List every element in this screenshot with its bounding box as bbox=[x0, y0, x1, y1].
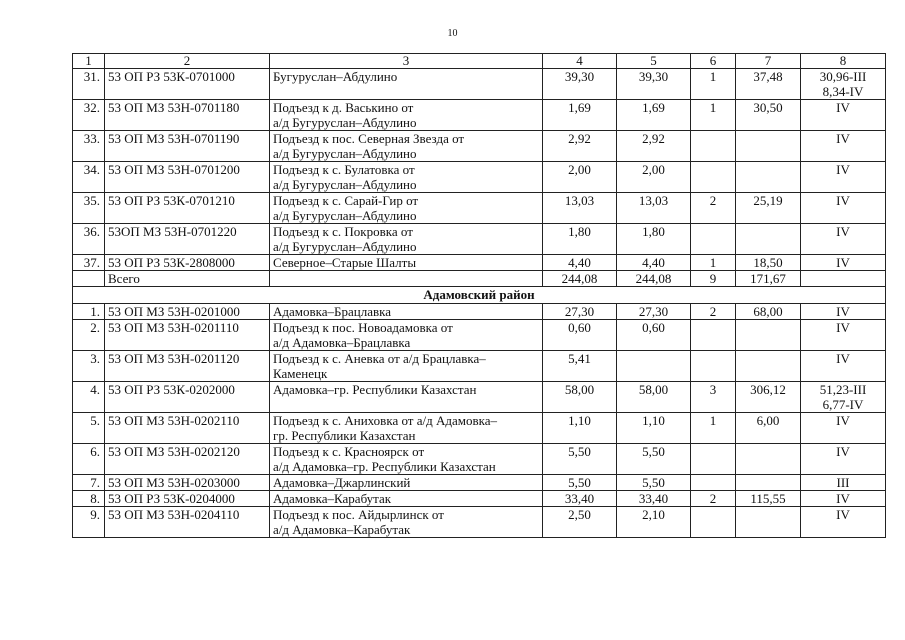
table-row bbox=[73, 100, 886, 131]
road-category bbox=[801, 475, 886, 491]
road-category bbox=[801, 351, 886, 382]
value-col6: 1 bbox=[691, 413, 736, 444]
value-col4: 5,50 bbox=[543, 475, 617, 491]
value-col5 bbox=[617, 351, 691, 382]
road-name bbox=[270, 491, 543, 507]
column-header: 6 bbox=[691, 54, 736, 69]
value-col5: 2,00 bbox=[617, 162, 691, 193]
road-name-line: Подъезд к с. Булатовка от bbox=[273, 162, 415, 177]
road-category-line: IV bbox=[836, 304, 850, 319]
road-name bbox=[270, 193, 543, 224]
value-col7 bbox=[736, 224, 801, 255]
road-name bbox=[270, 100, 543, 131]
road-name-line: Подъезд к пос. Северная Звезда от bbox=[273, 131, 465, 146]
value-col6: 1 bbox=[691, 69, 736, 100]
road-name-line: Адамовка–Джарлинский bbox=[273, 475, 411, 490]
road-name bbox=[270, 413, 543, 444]
roads-table bbox=[72, 53, 886, 538]
road-name bbox=[270, 304, 543, 320]
value-col6 bbox=[691, 320, 736, 351]
value-col6 bbox=[691, 162, 736, 193]
road-name-line: а/д Бугуруслан–Абдулино bbox=[273, 239, 417, 254]
table-row bbox=[73, 69, 886, 100]
road-code: 53 ОП РЗ 53К-0701000 bbox=[105, 69, 270, 100]
road-name-line: Подъезд к с. Аневка от а/д Брацлавка– bbox=[273, 351, 486, 366]
road-name bbox=[270, 131, 543, 162]
road-category-line: IV bbox=[836, 351, 850, 366]
value-col7 bbox=[736, 320, 801, 351]
road-category bbox=[801, 507, 886, 538]
value-col7: 18,50 bbox=[736, 255, 801, 271]
road-category bbox=[801, 162, 886, 193]
road-code: 53 ОП МЗ 53Н-0701200 bbox=[105, 162, 270, 193]
road-category bbox=[801, 131, 886, 162]
table-row bbox=[73, 382, 886, 413]
road-name-line: Подъезд к с. Покровка от bbox=[273, 224, 413, 239]
value-col4: 27,30 bbox=[543, 304, 617, 320]
road-name-line: Подъезд к с. Красноярск от bbox=[273, 444, 425, 459]
table-row bbox=[73, 304, 886, 320]
value-col7: 37,48 bbox=[736, 69, 801, 100]
table-row bbox=[73, 444, 886, 475]
road-name-line: Бугуруслан–Абдулино bbox=[273, 69, 398, 84]
road-name-line: а/д Бугуруслан–Абдулино bbox=[273, 146, 417, 161]
row-number: 6. bbox=[73, 444, 105, 475]
road-category-line: IV bbox=[836, 255, 850, 270]
value-col7: 68,00 bbox=[736, 304, 801, 320]
value-col5: 39,30 bbox=[617, 69, 691, 100]
road-name-line: а/д Бугуруслан–Абдулино bbox=[273, 115, 417, 130]
road-category-line: IV bbox=[836, 491, 850, 506]
row-number: 7. bbox=[73, 475, 105, 491]
road-category-line: IV bbox=[836, 193, 850, 208]
table-row bbox=[73, 475, 886, 491]
value-col4: 4,40 bbox=[543, 255, 617, 271]
row-number: 9. bbox=[73, 507, 105, 538]
section-title: Адамовский район bbox=[73, 287, 886, 304]
road-category-line: 30,96-III bbox=[819, 69, 867, 84]
value-col4: 13,03 bbox=[543, 193, 617, 224]
table-body bbox=[73, 54, 886, 538]
value-col7: 115,55 bbox=[736, 491, 801, 507]
value-col4: 1,10 bbox=[543, 413, 617, 444]
road-name-line: Адамовка–гр. Республики Казахстан bbox=[273, 382, 477, 397]
road-name bbox=[270, 69, 543, 100]
total-empty bbox=[73, 271, 105, 287]
value-col5: 27,30 bbox=[617, 304, 691, 320]
road-category-line: IV bbox=[836, 507, 850, 522]
value-col5: 1,69 bbox=[617, 100, 691, 131]
value-col7 bbox=[736, 131, 801, 162]
value-col6: 2 bbox=[691, 491, 736, 507]
road-category-line: IV bbox=[836, 444, 850, 459]
road-category-line: III bbox=[836, 475, 850, 490]
total-label: Всего bbox=[105, 271, 270, 287]
road-name-line: а/д Адамовка–гр. Республики Казахстан bbox=[273, 459, 496, 474]
value-col6 bbox=[691, 351, 736, 382]
road-name bbox=[270, 224, 543, 255]
value-col4: 5,41 bbox=[543, 351, 617, 382]
column-header: 7 bbox=[736, 54, 801, 69]
value-col4: 33,40 bbox=[543, 491, 617, 507]
road-category bbox=[801, 193, 886, 224]
table-row bbox=[73, 351, 886, 382]
row-number: 1. bbox=[73, 304, 105, 320]
table-row bbox=[73, 507, 886, 538]
road-name-line: Адамовка–Карабутак bbox=[273, 491, 392, 506]
table-row bbox=[73, 320, 886, 351]
value-col4: 58,00 bbox=[543, 382, 617, 413]
row-number: 2. bbox=[73, 320, 105, 351]
road-name bbox=[270, 444, 543, 475]
road-category-line: IV bbox=[836, 320, 850, 335]
road-name-line: гр. Республики Казахстан bbox=[273, 428, 416, 443]
road-code: 53 ОП МЗ 53Н-0204110 bbox=[105, 507, 270, 538]
value-col7 bbox=[736, 507, 801, 538]
value-col6 bbox=[691, 444, 736, 475]
road-category-line: 6,77-IV bbox=[822, 397, 864, 412]
column-header: 5 bbox=[617, 54, 691, 69]
road-category bbox=[801, 413, 886, 444]
value-col4: 1,69 bbox=[543, 100, 617, 131]
road-name-line: Северное–Старые Шалты bbox=[273, 255, 417, 270]
value-col4: 2,00 bbox=[543, 162, 617, 193]
row-number: 4. bbox=[73, 382, 105, 413]
road-code: 53 ОП МЗ 53Н-0201110 bbox=[105, 320, 270, 351]
row-number: 3. bbox=[73, 351, 105, 382]
row-number: 34. bbox=[73, 162, 105, 193]
road-category bbox=[801, 304, 886, 320]
row-number: 33. bbox=[73, 131, 105, 162]
row-number: 37. bbox=[73, 255, 105, 271]
value-col6: 2 bbox=[691, 193, 736, 224]
column-header: 4 bbox=[543, 54, 617, 69]
road-code: 53 ОП МЗ 53Н-0202120 bbox=[105, 444, 270, 475]
road-category bbox=[801, 69, 886, 100]
total-col6: 9 bbox=[691, 271, 736, 287]
column-header: 1 bbox=[73, 54, 105, 69]
value-col5: 1,80 bbox=[617, 224, 691, 255]
value-col7: 30,50 bbox=[736, 100, 801, 131]
value-col6: 3 bbox=[691, 382, 736, 413]
value-col4: 5,50 bbox=[543, 444, 617, 475]
road-code: 53 ОП МЗ 53Н-0201120 bbox=[105, 351, 270, 382]
value-col4: 39,30 bbox=[543, 69, 617, 100]
road-category bbox=[801, 491, 886, 507]
value-col5: 2,92 bbox=[617, 131, 691, 162]
value-col5: 2,10 bbox=[617, 507, 691, 538]
road-code: 53 ОП РЗ 53К-2808000 bbox=[105, 255, 270, 271]
value-col5: 5,50 bbox=[617, 444, 691, 475]
road-category bbox=[801, 444, 886, 475]
row-number: 35. bbox=[73, 193, 105, 224]
table-row bbox=[73, 491, 886, 507]
road-name-line: Каменецк bbox=[273, 366, 328, 381]
road-category bbox=[801, 320, 886, 351]
road-code: 53 ОП РЗ 53К-0701210 bbox=[105, 193, 270, 224]
value-col6 bbox=[691, 224, 736, 255]
road-name bbox=[270, 162, 543, 193]
row-number: 32. bbox=[73, 100, 105, 131]
road-name-line: а/д Адамовка–Брацлавка bbox=[273, 335, 411, 350]
column-header: 3 bbox=[270, 54, 543, 69]
road-name-line: а/д Бугуруслан–Абдулино bbox=[273, 177, 417, 192]
row-number: 31. bbox=[73, 69, 105, 100]
value-col6 bbox=[691, 507, 736, 538]
value-col6 bbox=[691, 475, 736, 491]
road-category bbox=[801, 100, 886, 131]
value-col4: 1,80 bbox=[543, 224, 617, 255]
value-col5: 4,40 bbox=[617, 255, 691, 271]
road-code: 53 ОП МЗ 53Н-0701190 bbox=[105, 131, 270, 162]
value-col6 bbox=[691, 131, 736, 162]
road-category-line: IV bbox=[836, 100, 850, 115]
total-empty bbox=[801, 271, 886, 287]
row-number: 5. bbox=[73, 413, 105, 444]
road-name bbox=[270, 507, 543, 538]
row-number: 8. bbox=[73, 491, 105, 507]
total-row bbox=[73, 271, 886, 287]
road-category-line: IV bbox=[836, 224, 850, 239]
road-name bbox=[270, 475, 543, 491]
value-col7: 306,12 bbox=[736, 382, 801, 413]
section-row bbox=[73, 287, 886, 304]
value-col7 bbox=[736, 444, 801, 475]
table-row bbox=[73, 255, 886, 271]
column-header: 8 bbox=[801, 54, 886, 69]
road-name-line: Подъезд к д. Васькино от bbox=[273, 100, 414, 115]
road-code: 53ОП МЗ 53Н-0701220 bbox=[105, 224, 270, 255]
road-name-line: Адамовка–Брацлавка bbox=[273, 304, 392, 319]
road-code: 53 ОП МЗ 53Н-0203000 bbox=[105, 475, 270, 491]
road-name bbox=[270, 320, 543, 351]
road-category-line: IV bbox=[836, 162, 850, 177]
road-name bbox=[270, 382, 543, 413]
road-category-line: 51,23-III bbox=[819, 382, 867, 397]
road-name-line: Подъезд к пос. Новоадамовка от bbox=[273, 320, 453, 335]
road-category bbox=[801, 255, 886, 271]
value-col5: 1,10 bbox=[617, 413, 691, 444]
road-code: 53 ОП МЗ 53Н-0701180 bbox=[105, 100, 270, 131]
value-col4: 2,92 bbox=[543, 131, 617, 162]
row-number: 36. bbox=[73, 224, 105, 255]
header-row bbox=[73, 54, 886, 69]
total-col7: 171,67 bbox=[736, 271, 801, 287]
road-name-line: Подъезд к с. Сарай-Гир от bbox=[273, 193, 419, 208]
value-col5: 33,40 bbox=[617, 491, 691, 507]
total-empty bbox=[270, 271, 543, 287]
road-category bbox=[801, 224, 886, 255]
table-row bbox=[73, 162, 886, 193]
value-col7 bbox=[736, 351, 801, 382]
road-category-line: IV bbox=[836, 413, 850, 428]
value-col7: 25,19 bbox=[736, 193, 801, 224]
road-code: 53 ОП МЗ 53Н-0202110 bbox=[105, 413, 270, 444]
value-col7: 6,00 bbox=[736, 413, 801, 444]
road-category-line: 8,34-IV bbox=[822, 84, 864, 99]
table-row bbox=[73, 413, 886, 444]
road-code: 53 ОП РЗ 53К-0204000 bbox=[105, 491, 270, 507]
value-col5: 0,60 bbox=[617, 320, 691, 351]
table-row bbox=[73, 193, 886, 224]
road-name-line: Подъезд к пос. Айдырлинск от bbox=[273, 507, 444, 522]
total-col5: 244,08 bbox=[617, 271, 691, 287]
value-col6: 1 bbox=[691, 100, 736, 131]
total-col4: 244,08 bbox=[543, 271, 617, 287]
value-col6: 2 bbox=[691, 304, 736, 320]
road-category-line: IV bbox=[836, 131, 850, 146]
value-col4: 2,50 bbox=[543, 507, 617, 538]
value-col5: 13,03 bbox=[617, 193, 691, 224]
value-col6: 1 bbox=[691, 255, 736, 271]
road-name bbox=[270, 255, 543, 271]
value-col5: 5,50 bbox=[617, 475, 691, 491]
value-col5: 58,00 bbox=[617, 382, 691, 413]
value-col7 bbox=[736, 475, 801, 491]
column-header: 2 bbox=[105, 54, 270, 69]
road-category bbox=[801, 382, 886, 413]
road-name-line: Подъезд к с. Аниховка от а/д Адамовка– bbox=[273, 413, 497, 428]
page-number: 10 bbox=[447, 28, 458, 39]
value-col7 bbox=[736, 162, 801, 193]
road-name-line: а/д Бугуруслан–Абдулино bbox=[273, 208, 417, 223]
value-col4: 0,60 bbox=[543, 320, 617, 351]
road-code: 53 ОП МЗ 53Н-0201000 bbox=[105, 304, 270, 320]
road-name bbox=[270, 351, 543, 382]
table-row bbox=[73, 224, 886, 255]
road-name-line: а/д Адамовка–Карабутак bbox=[273, 522, 411, 537]
road-code: 53 ОП РЗ 53К-0202000 bbox=[105, 382, 270, 413]
table-row bbox=[73, 131, 886, 162]
